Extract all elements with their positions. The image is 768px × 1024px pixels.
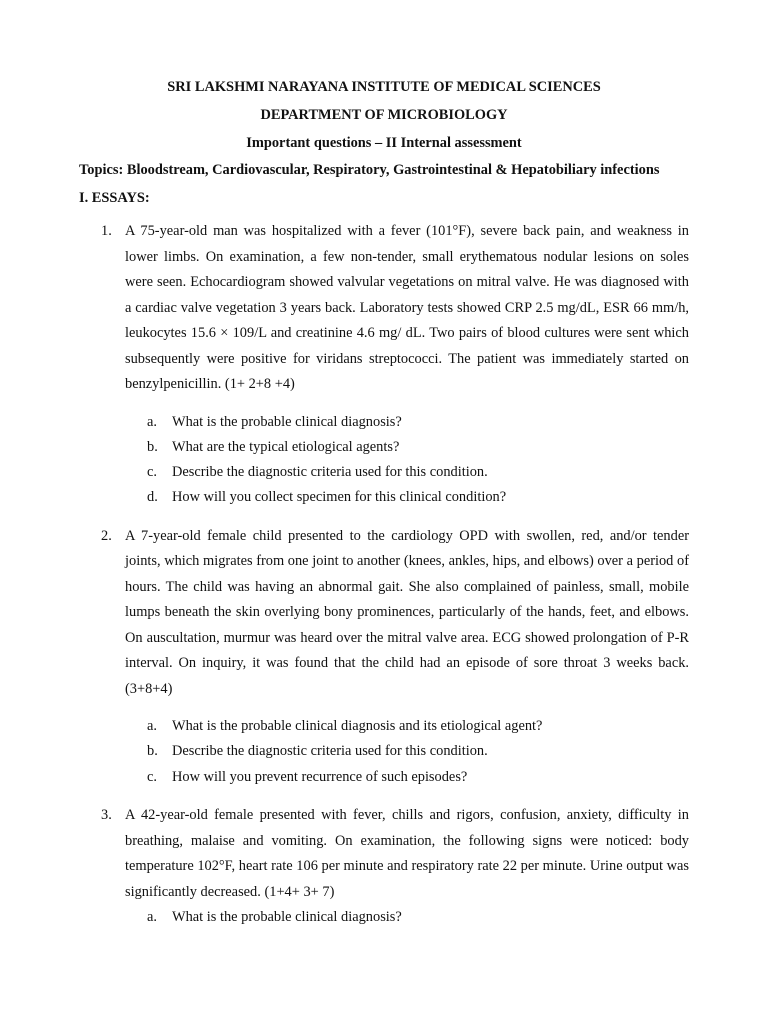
subquestion-label: c. xyxy=(147,768,157,785)
subquestion-label: d. xyxy=(147,489,158,506)
subquestion-item xyxy=(79,714,689,739)
institute-title: SRI LAKSHMI NARAYANA INSTITUTE OF MEDICAL SCIENCES xyxy=(167,79,601,95)
subquestion-label: a. xyxy=(147,909,157,926)
subquestion-item xyxy=(79,905,689,930)
subquestion-label: a. xyxy=(147,718,157,735)
subquestion-text: What is the probable clinical diagnosis? xyxy=(172,413,402,430)
subquestion-text: What is the probable clinical diagnosis? xyxy=(172,909,402,926)
subquestion-text: Describe the diagnostic criteria used for this condition. xyxy=(172,743,488,760)
section-heading: I. ESSAYS: xyxy=(79,190,150,206)
question-number: 1. xyxy=(101,223,112,239)
topics-line: Topics: Bloodstream, Cardiovascular, Respiratory, Gastrointestinal & Hepatobiliary infections xyxy=(79,162,660,178)
subquestion-text: What is the probable clinical diagnosis and its etiological agent? xyxy=(172,718,543,735)
question-text: A 75-year-old man was hospitalized with a fever (101°F), severe back pain, and weakness in lower limbs. On examination, a few non-tender, small erythematous nodular lesions on soles were seen. Echocardiogram showed valvular vegetations on mitral valve. He was diagnosed with a cardiac valve vegetation 3 years back. Laboratory tests showed CRP 2.5 mg/dL, ESR 66 mm/h, leukocytes 15.6 × 109/L and creatinine 4.6 mg/ dL. Two pairs of blood cultures were sent which subsequently were positive for viridans streptococci. The patient was immediately started on benzylpenicillin. (1+ 2+8 +4) xyxy=(125,223,689,392)
question-3 xyxy=(79,803,689,905)
subquestion-text: Describe the diagnostic criteria used for this condition. xyxy=(172,464,488,481)
question-2-subquestions xyxy=(79,714,689,790)
subquestion-item xyxy=(79,765,689,790)
subquestion-item xyxy=(79,460,689,485)
question-1-subquestions xyxy=(79,410,689,511)
question-number: 3. xyxy=(101,807,112,824)
subquestion-label: a. xyxy=(147,413,157,430)
subquestion-label: b. xyxy=(147,438,158,455)
subquestion-text: How will you prevent recurrence of such episodes? xyxy=(172,768,468,785)
subquestion-text: How will you collect specimen for this clinical condition? xyxy=(172,489,507,506)
subquestion-item xyxy=(79,739,689,764)
question-number: 2. xyxy=(101,527,112,544)
question-text: A 42-year-old female presented with fever, chills and rigors, confusion, anxiety, difficulty in breathing, malaise and vomiting. On examination, the following signs were noticed: body temperature 102°F, heart rate 106 per minute and respiratory rate 22 per minute. Urine output was significantly decreased. (1+4+ 3+ 7) xyxy=(125,807,689,900)
subquestion-item xyxy=(79,410,689,435)
assessment-subtitle: Important questions – II Internal assessment xyxy=(246,135,522,151)
question-1 xyxy=(79,219,689,398)
subquestion-item xyxy=(79,435,689,460)
subquestion-label: c. xyxy=(147,464,157,481)
department-title: DEPARTMENT OF MICROBIOLOGY xyxy=(260,107,508,123)
question-3-subquestions xyxy=(79,905,689,930)
subquestion-label: b. xyxy=(147,743,158,760)
question-2 xyxy=(79,524,689,703)
question-text: A 7-year-old female child presented to the cardiology OPD with swollen, red, and/or tender joints, which migrates from one joint to another (knees, ankles, hips, and elbows) over a period of hours. The child was having an abnormal gait. She also complained of painless, small, mobile lumps beneath the skin overlying bony prominences, particularly of the hands, feet, and elbows. On auscultation, murmur was heard over the mitral valve area. ECG showed prolongation of P-R interval. On inquiry, it was found that the child had an episode of sore throat 3 weeks back. (3+8+4) xyxy=(125,527,689,697)
subquestion-text: What are the typical etiological agents? xyxy=(172,438,400,455)
subquestion-item xyxy=(79,485,689,510)
